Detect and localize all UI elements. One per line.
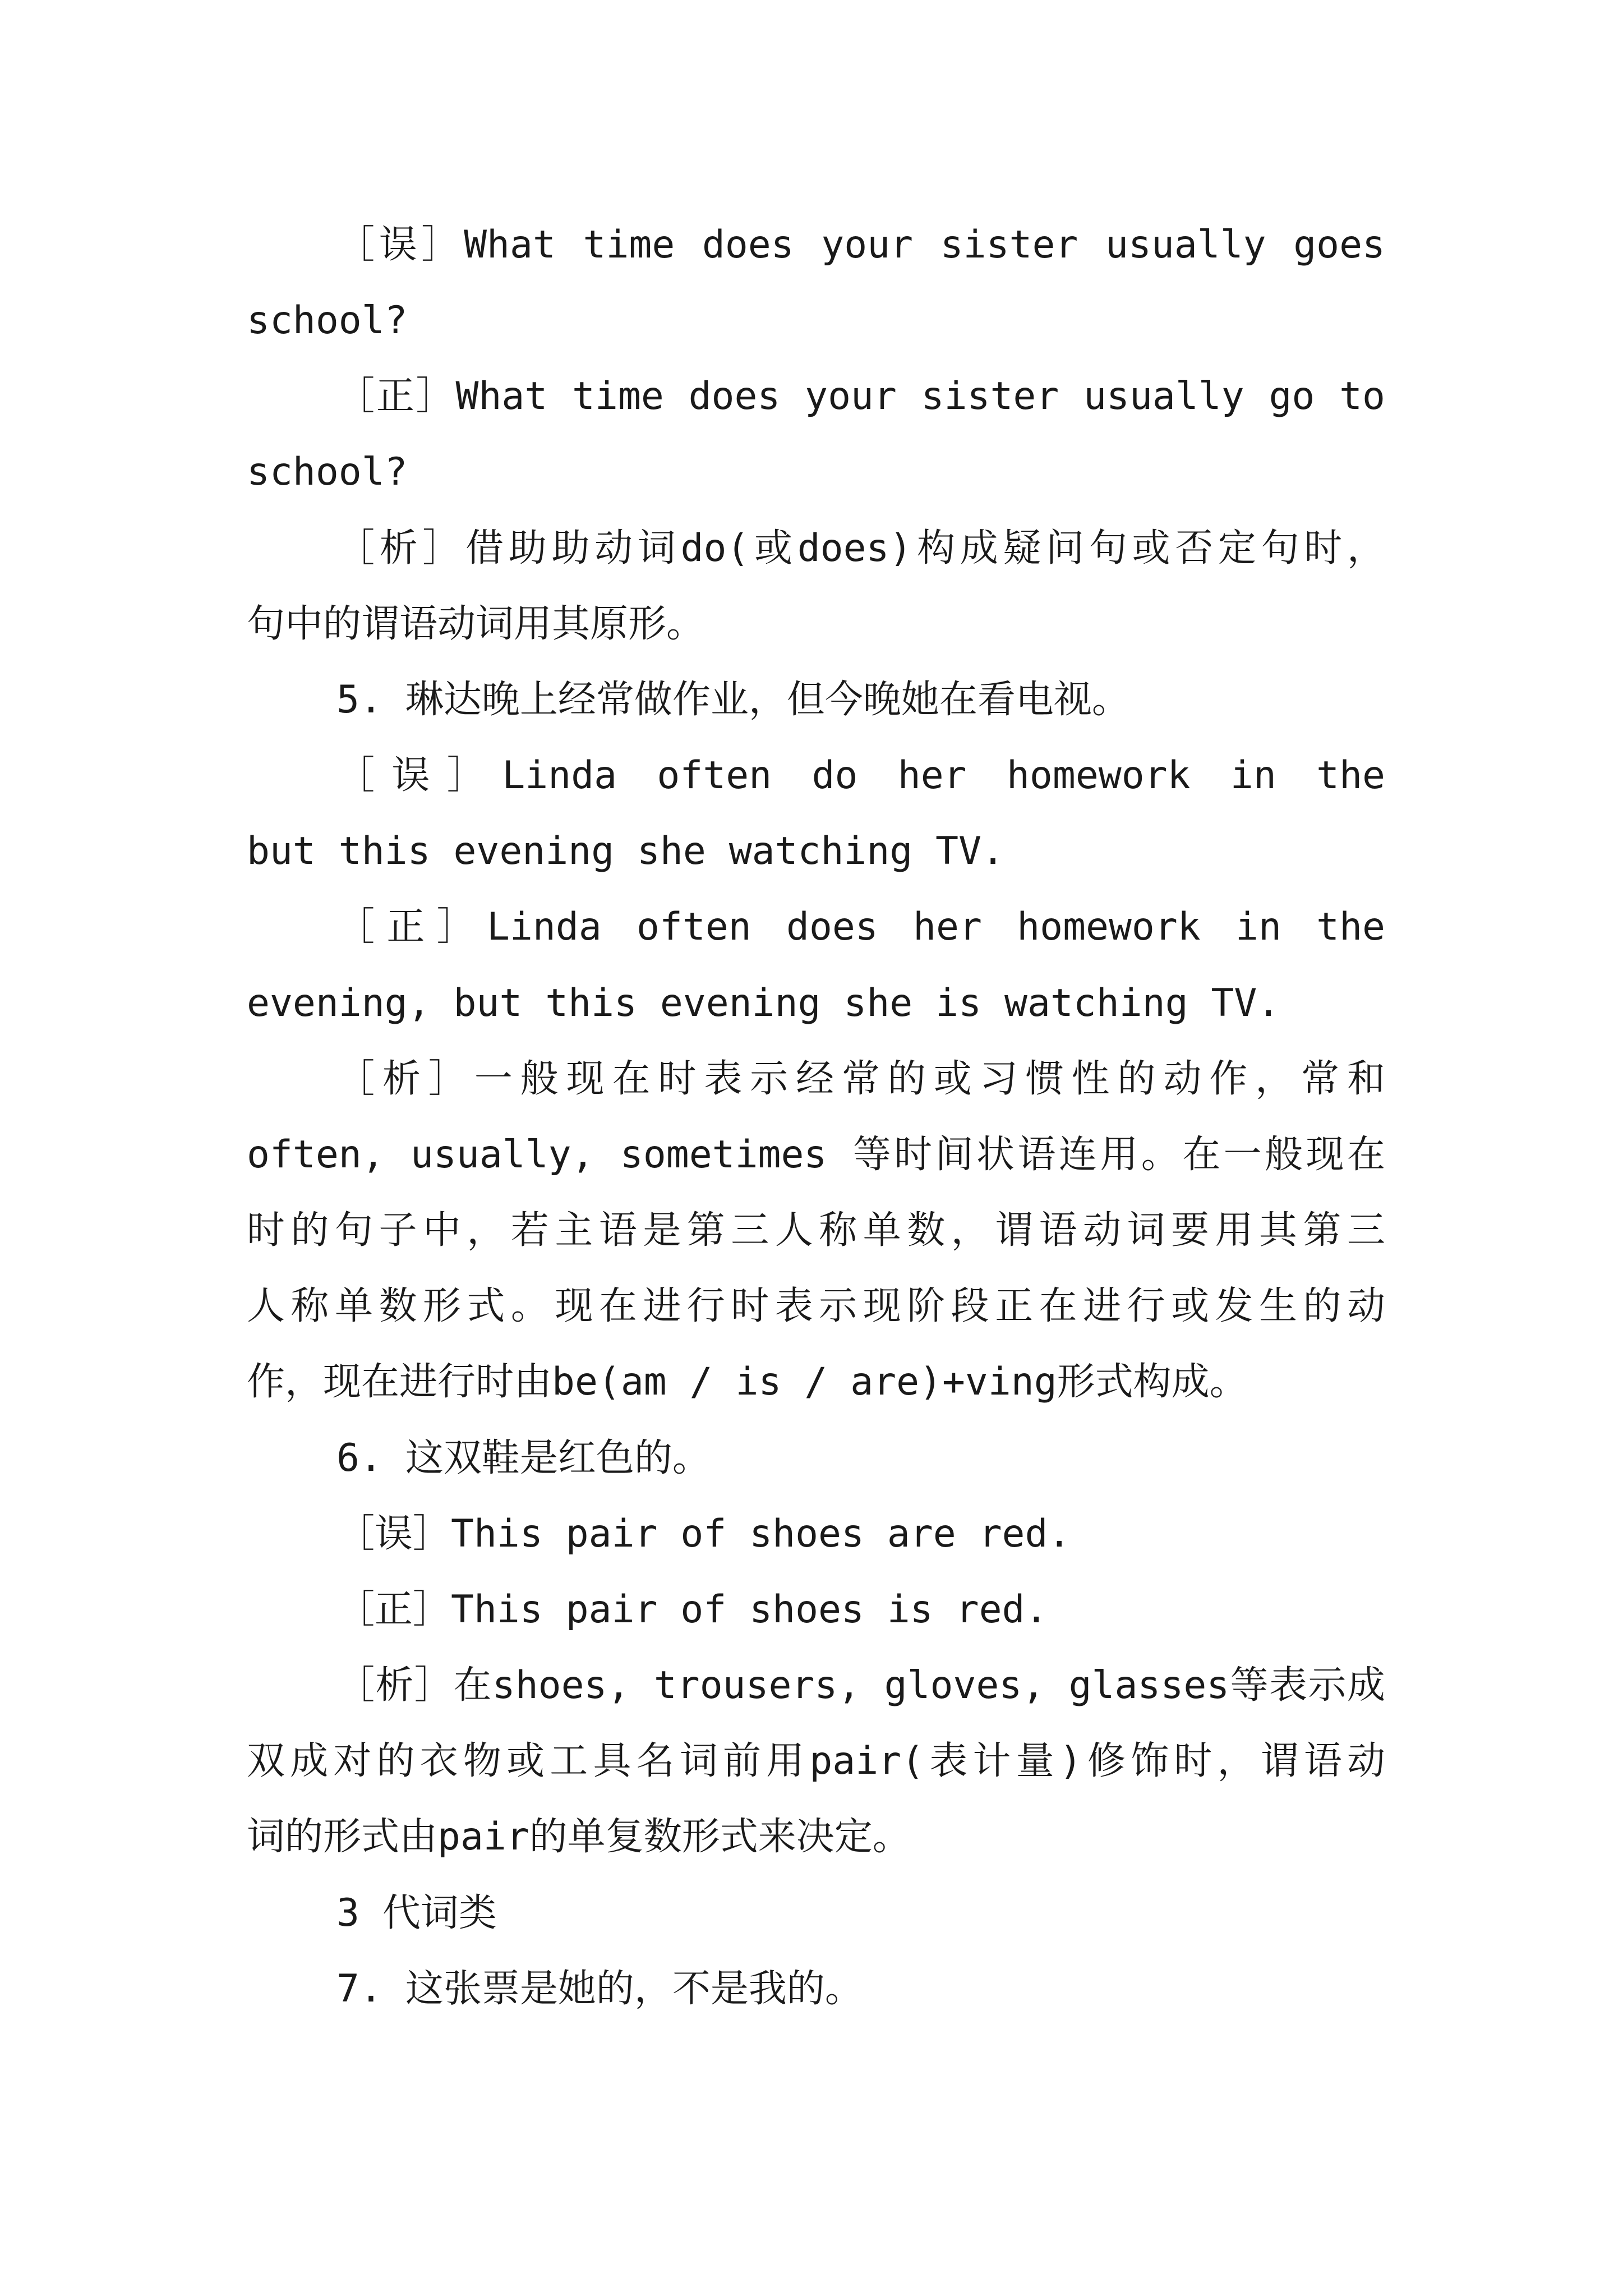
wrong-sentence-6: ［误］This pair of shoes are red. xyxy=(336,1512,1071,1556)
analysis-5-line-3: 时的句子中，若主语是第三人称单数，谓语动词要用其第三 xyxy=(247,1208,1385,1253)
correct-sentence-5-line-2: evening, but this evening she is watching TV. xyxy=(247,981,1280,1025)
analysis-4-line-1: ［析］借助助动词do(或does)构成疑问句或否定句时， xyxy=(336,526,1385,570)
item-7-heading: 7. 这张票是她的，不是我的。 xyxy=(336,1967,863,2011)
analysis-6-line-1: ［析］在shoes, trousers, gloves, glasses等表示成 xyxy=(336,1663,1385,1708)
section-3-heading: 3 代词类 xyxy=(336,1891,497,1935)
analysis-6-line-2: 双成对的衣物或工具名词前用pair(表计量)修饰时，谓语动 xyxy=(247,1739,1385,1783)
analysis-6-line-3: 词的形式由pair的单复数形式来决定。 xyxy=(247,1815,911,1859)
item-6-heading: 6. 这双鞋是红色的。 xyxy=(336,1436,711,1480)
correct-sentence-5-line-1: ［正］Linda often does her homework in the xyxy=(336,905,1385,949)
wrong-sentence-5-line-2: but this evening she watching TV. xyxy=(247,829,1005,873)
analysis-5-line-1: ［析］一般现在时表示经常的或习惯性的动作，常和 xyxy=(336,1057,1385,1101)
analysis-4-line-2: 句中的谓语动词用其原形。 xyxy=(247,602,705,646)
wrong-sentence-4-line-2: school? xyxy=(247,298,408,343)
wrong-sentence-5-line-1: ［误］Linda often do her homework in the xyxy=(336,753,1385,798)
correct-sentence-4-line-2: school? xyxy=(247,450,408,494)
analysis-5-line-4: 人称单数形式。现在进行时表示现阶段正在进行或发生的动 xyxy=(247,1284,1385,1328)
item-5-heading: 5. 琳达晚上经常做作业，但今晚她在看电视。 xyxy=(336,678,1130,722)
analysis-5-line-5: 作，现在进行时由be(am / is / are)+ving形式构成。 xyxy=(247,1360,1248,1404)
analysis-5-line-2: often, usually, sometimes 等时间状语连用。在一般现在 xyxy=(247,1133,1385,1177)
correct-sentence-4-line-1: ［正］What time does your sister usually go to xyxy=(336,374,1385,418)
correct-sentence-6: ［正］This pair of shoes is red. xyxy=(336,1588,1048,1632)
wrong-sentence-4-line-1: ［误］What time does your sister usually goes xyxy=(336,223,1385,267)
